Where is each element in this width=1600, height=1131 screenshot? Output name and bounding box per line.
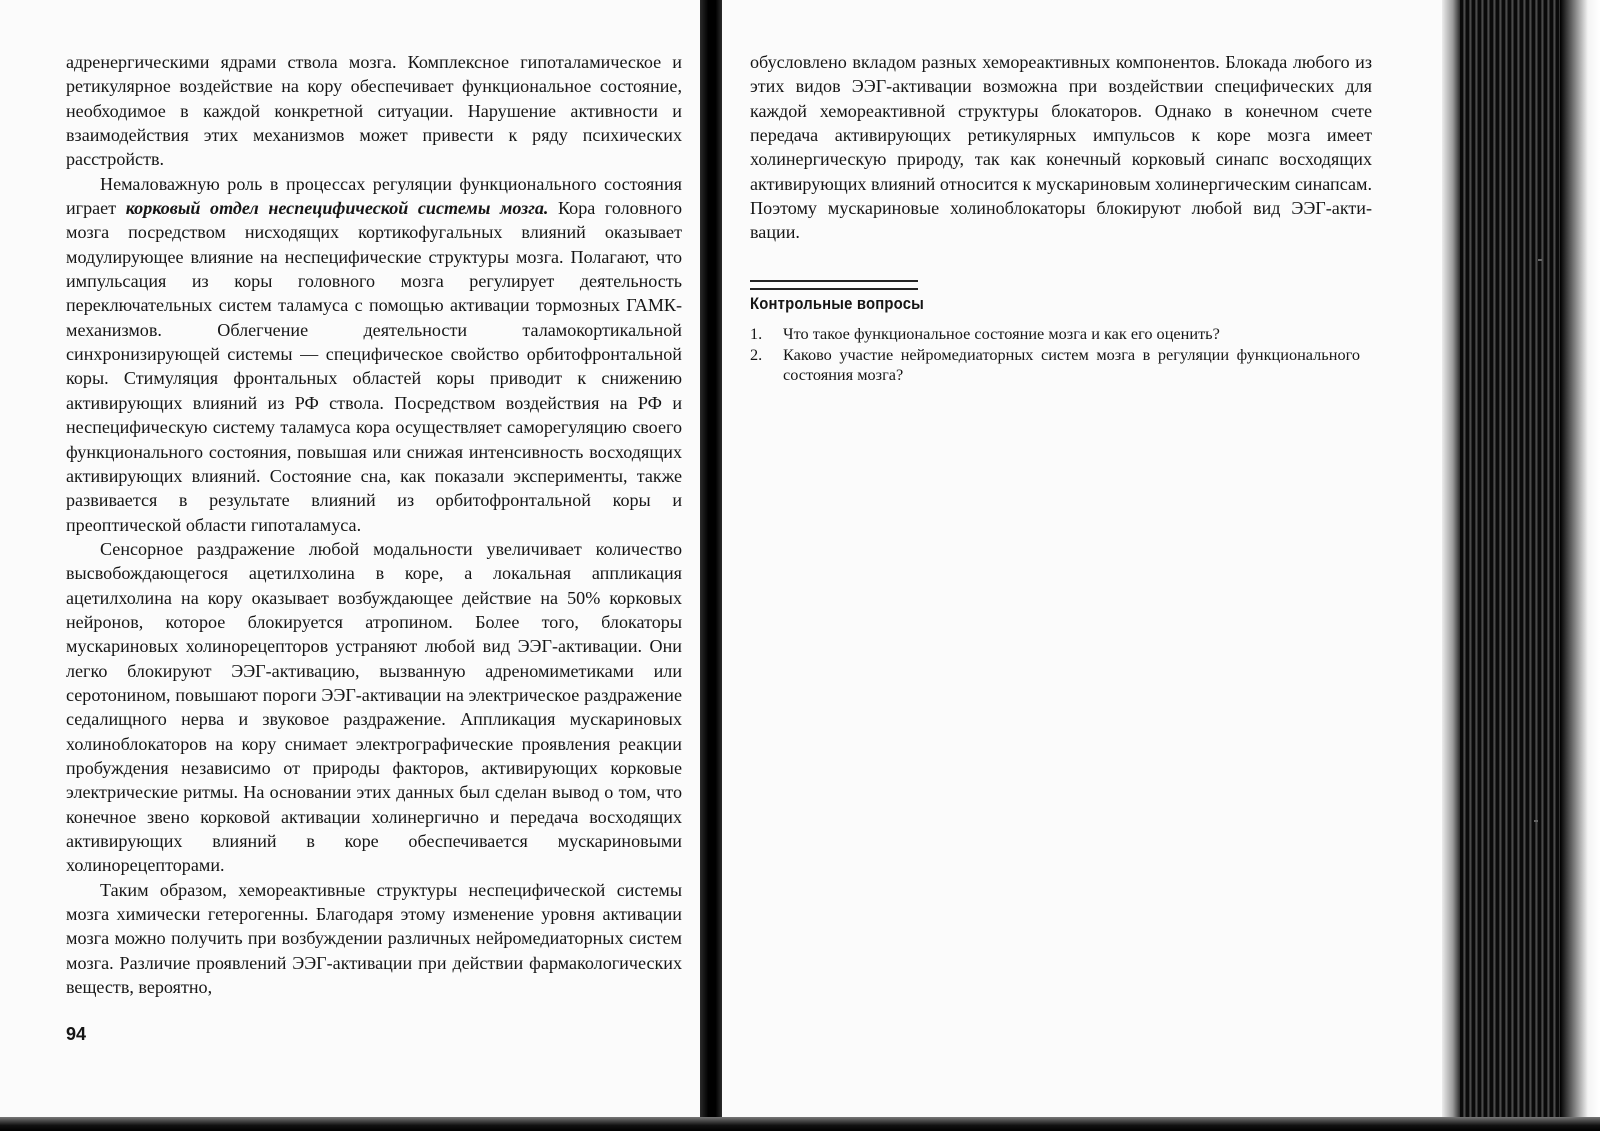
- question-number: 2.: [750, 344, 763, 364]
- right-page: [722, 0, 1442, 1131]
- scan-speck: [1534, 820, 1538, 822]
- question-text: Каково участие нейромедиаторных систем мозга в регуляции функционального состояния мозга?: [783, 344, 1360, 385]
- page-number: 94: [66, 1024, 87, 1044]
- paragraph-2-rest: Кора головного мозга посредством нисходящих кортикофугальных влияний оказывает модулирующее влияние на неспецифические структуры мозга. Полагают, что импульсация из коры головного мозга регулирует деятельность переключательных систем таламуса с помощью активации тормозных ГАМК-механизмов. Облегчение деятельности таламокортикальной синхронизирующей системы — специфическое свойство орбитофронтальной коры. Стимуляция фронтальных областей коры приводит к снижению активирующих влияний из РФ ствола. Посредством воздействия на РФ и неспецифическую систему таламуса кора осуществляет саморегуляцию своего функционального состояния, повышая или снижая интенсивность восходящих активирующих влияний. Состояние сна, как показали эксперименты, также развивается в результате влияний из орбитофронтальной коры и преоптической области гипоталамуса.: [66, 198, 682, 535]
- page-edges: [1442, 0, 1600, 1131]
- paragraph-continued: обусловлено вкладом разных хемореактивных компонентов. Блокада любого из этих видов ЭЭГ-активации возможна при воздействии специфических для каждой хемореактивной структуры блокаторов. Однако в конечном счете передача активирующих ретикулярных импульсов к коре мозга имеет холинергическую природу, так как конечный корковый синапс восходящих активирующих влияний относится к мускариновым холинергическим синапсам. Поэтому мускариновые холиноблокаторы блокируют любой вид ЭЭГ-активации.: [750, 52, 1372, 243]
- list-item: [750, 324, 1360, 345]
- review-questions-list: [750, 324, 1360, 386]
- paragraph-1: адренергическими ядрами ствола мозга. Комплексное гипоталамическое и ретикулярное воздействие на кору обеспечивает функциональное состояние, необходимое в каждой конкретной ситуации. Нарушение активности и взаимодействия этих механизмов может привести к ряду психических расстройств.: [66, 52, 682, 170]
- section-title: Контрольные вопросы: [750, 295, 925, 313]
- question-number: 1.: [750, 324, 763, 343]
- right-page-text: [750, 50, 1372, 245]
- paragraph-2-start: Немаловажную роль в процессах регуляции функционального состояния играет: [66, 173, 682, 219]
- paragraph-3: Сенсорное раздражение любой модальности увеличивает количество высвобождающегося ацетилхолина в коре, а локальная аппликация ацетилхолина на кору оказывает возбуждающее действие на 50% корковых нейронов, которое блокируется атропином. Более того, блокаторы мускариновых холинорецепторов устраняют любой вид ЭЭГ-активации. Они легко блокируют ЭЭГ-активацию, вызванную адреномиметиками или серотонином, повышают пороги ЭЭГ-активации на электрическое раздражение седалищного нерва и звуковое раздражение. Аппликация мускариновых холиноблокаторов на кору снимает электрографические проявления реакции пробуждения независимо от природы факторов, активирующих корковые электрические ритмы. На основании этих данных был сделан вывод о том, что конечное звено корковой активации холинергично и передача восходящих активирующих влияний в коре обеспечивается мускариновыми холинорецепторами.: [66, 538, 682, 876]
- book-gutter: [700, 0, 724, 1131]
- paragraph-2: [66, 172, 682, 537]
- book-bottom-edge: [0, 1117, 1600, 1131]
- question-text: Что такое функциональное состояние мозга и как его оценить?: [783, 324, 1220, 343]
- emphasized-term: корковый отдел неспецифической системы мозга.: [125, 198, 549, 219]
- left-page: [0, 0, 705, 1131]
- section-divider: [750, 280, 918, 290]
- paragraph-4: Таким образом, хемореактивные структуры неспецифической системы мозга химически гетерогенны. Благодаря этому изменение уровня активации мозга можно получить при возбуждении различных нейромедиаторных систем мозга. Различие проявлений ЭЭГ-активации при действии фармакологических веществ, вероятно,: [66, 879, 682, 998]
- list-item: [750, 345, 1360, 386]
- scan-speck: [1538, 259, 1542, 261]
- left-page-text: [66, 50, 682, 999]
